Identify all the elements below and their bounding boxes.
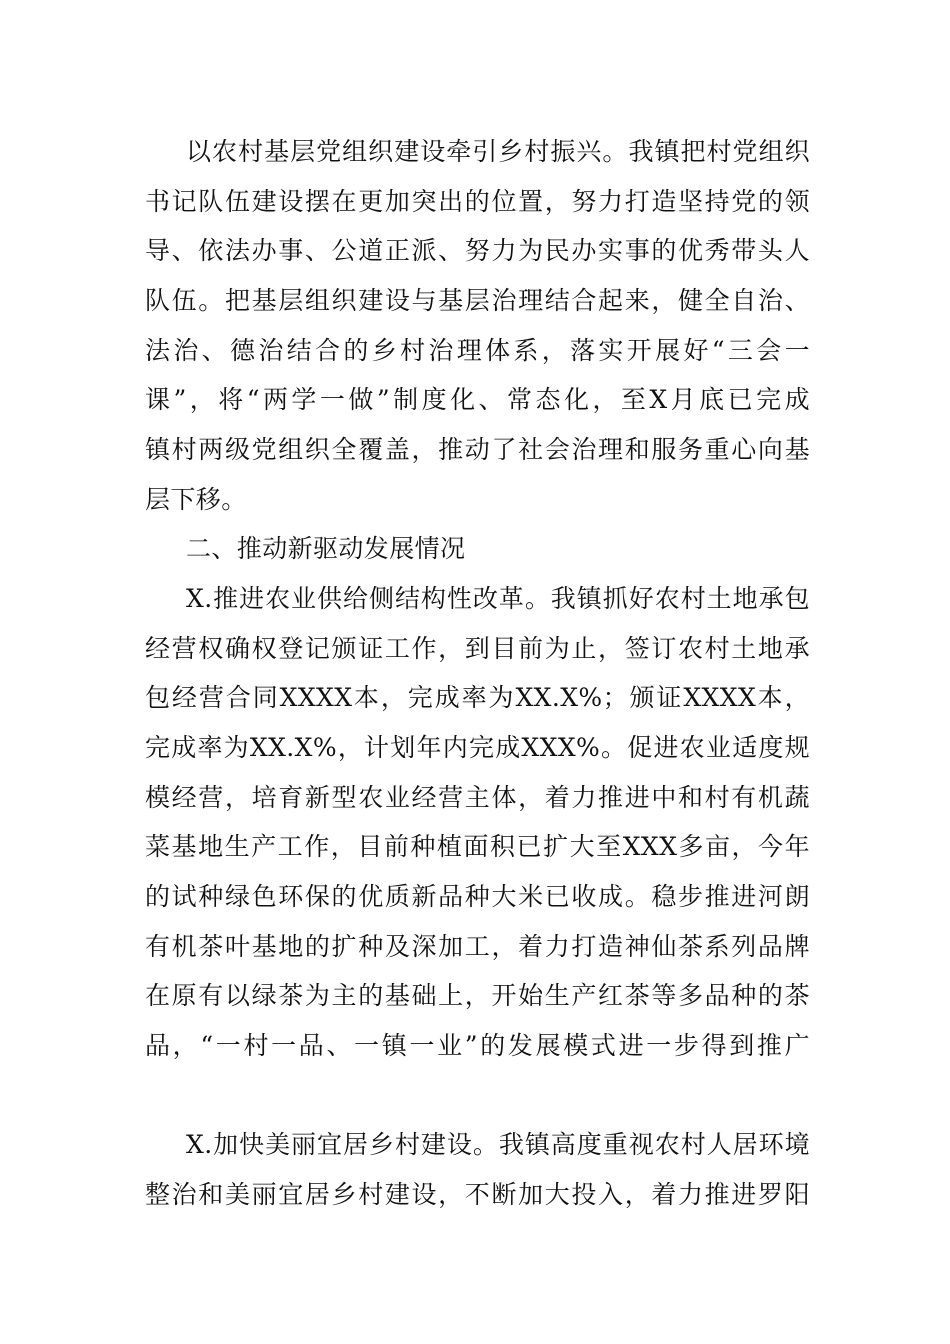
paragraph-3-line-1: X.加快美丽宜居乡村建设。我镇高度重视农村人居环境 (186, 1130, 810, 1159)
paragraph-1-line-8: 层下移。 (145, 485, 247, 514)
section-heading: 二、推动新驱动发展情况 (186, 534, 466, 563)
paragraph-2-line-10: 品，“一村一品、一镇一业”的发展模式进一步得到推广 (145, 1031, 810, 1060)
paragraph-1-line-1: 以农村基层党组织建设牵引乡村振兴。我镇把村党组织 (186, 137, 810, 166)
paragraph-2-line-7: 的试种绿色环保的优质新品种大米已收成。稳步推进河朗 (145, 882, 810, 911)
paragraph-2-line-9: 在原有以绿茶为主的基础上，开始生产红茶等多品种的茶 (145, 981, 810, 1010)
paragraph-1-line-2: 书记队伍建设摆在更加突出的位置，努力打造坚持党的领 (145, 187, 810, 216)
paragraph-3-line-2: 整治和美丽宜居乡村建设，不断加大投入，着力推进罗阳 (145, 1180, 810, 1209)
paragraph-2-line-8: 有机茶叶基地的扩种及深加工，着力打造神仙茶系列品牌 (145, 932, 810, 961)
paragraph-2-line-6: 菜基地生产工作，目前种植面积已扩大至XXX多亩，今年 (145, 832, 810, 861)
paragraph-2-line-1: X.推进农业供给侧结构性改革。我镇抓好农村土地承包 (186, 584, 810, 613)
paragraph-1-line-3: 导、依法办事、公道正派、努力为民办实事的优秀带头人 (145, 236, 810, 265)
paragraph-1-line-4: 队伍。把基层组织建设与基层治理结合起来，健全自治、 (145, 286, 810, 315)
paragraph-2-line-4: 完成率为XX.X%，计划年内完成XXX%。促进农业适度规 (145, 733, 810, 762)
paragraph-2-line-3: 包经营合同XXXX本，完成率为XX.X%；颁证XXXX本， (145, 683, 810, 712)
paragraph-2-line-5: 模经营，培育新型农业经营主体，着力推进中和村有机蔬 (145, 783, 810, 812)
paragraph-1-line-6: 课”，将“两学一做”制度化、常态化，至X月底已完成 (145, 385, 810, 414)
paragraph-2-line-2: 经营权确权登记颁证工作，到目前为止，签订农村土地承 (145, 634, 810, 663)
paragraph-1-line-5: 法治、德治结合的乡村治理体系，落实开展好“三会一 (145, 336, 810, 365)
paragraph-1-line-7: 镇村两级党组织全覆盖，推动了社会治理和服务重心向基 (145, 435, 810, 464)
